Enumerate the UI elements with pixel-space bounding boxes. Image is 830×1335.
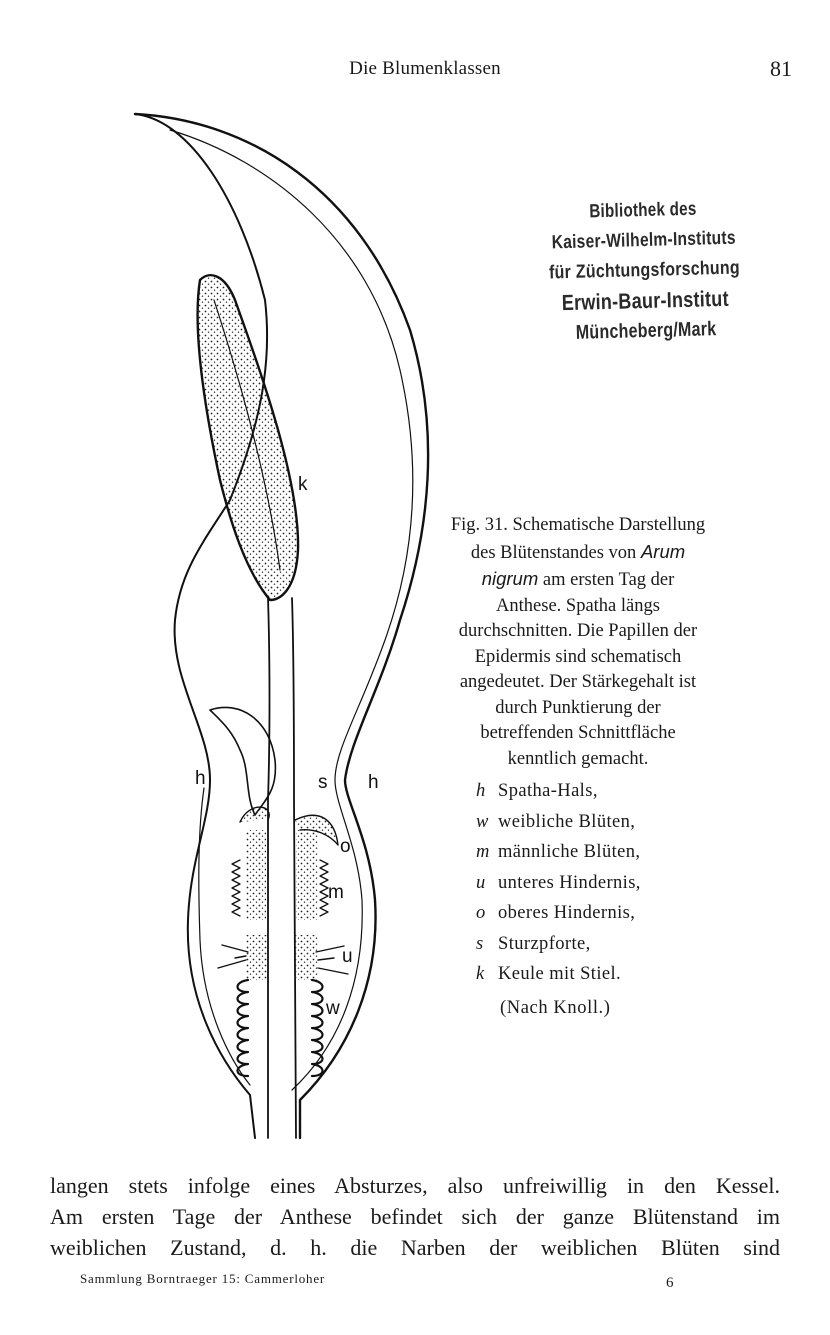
legend-item bbox=[476, 868, 708, 899]
spadix-stalk-left bbox=[268, 598, 270, 1138]
lower-zone-dots-right bbox=[294, 935, 318, 980]
collection-imprint: Sammlung Borntraeger 15: Cammerloher bbox=[80, 1271, 326, 1286]
label-w: w bbox=[326, 998, 340, 1019]
legend-symbol: w bbox=[476, 811, 489, 832]
legend-symbol: o bbox=[476, 903, 486, 923]
spatha-inner-right bbox=[170, 130, 413, 1090]
legend-item bbox=[476, 898, 708, 929]
figure-number: Fig. 31. bbox=[450, 515, 508, 535]
legend-item bbox=[476, 837, 708, 868]
caption-part-1: Schematische Darstellung des Blütenstandes von bbox=[470, 515, 706, 563]
running-title: Die Blumenklassen bbox=[349, 58, 501, 79]
body-line: Am ersten Tage der Anthese befindet sich der ganze Blütenstand im bbox=[50, 1204, 780, 1229]
figure-source: (Nach Knoll.) bbox=[500, 997, 611, 1018]
library-stamp bbox=[520, 193, 769, 349]
legend-text: oberes Hindernis, bbox=[498, 903, 636, 923]
body-paragraph bbox=[50, 1170, 780, 1263]
male-flowers-right bbox=[320, 860, 328, 916]
body-line: weiblichen Zustand, d. h. die Narben der weiblichen Blüten sind bbox=[50, 1235, 780, 1260]
stamp-line: Müncheberg/Mark bbox=[575, 318, 717, 344]
figure-legend bbox=[448, 776, 708, 990]
label-h-left: h bbox=[195, 768, 206, 789]
body-line: langen stets infolge eines Absturzes, also unfreiwillig in den Kessel. bbox=[50, 1173, 780, 1198]
label-k: k bbox=[298, 474, 308, 495]
legend-item bbox=[476, 929, 708, 960]
stamp-line: Erwin-Baur-Institut bbox=[561, 285, 730, 316]
legend-text: Spatha-Hals, bbox=[498, 781, 598, 801]
spadix-club bbox=[198, 275, 299, 600]
page-number: 81 bbox=[770, 56, 792, 81]
label-s: s bbox=[318, 772, 328, 793]
caption-text bbox=[448, 513, 708, 772]
legend-text: Keule mit Stiel. bbox=[498, 964, 622, 984]
spatha-outline-right bbox=[135, 114, 428, 1138]
page-footer bbox=[80, 1271, 680, 1301]
lower-zone-dots bbox=[246, 935, 268, 980]
label-u: u bbox=[342, 946, 353, 967]
spatha-outline-left bbox=[135, 114, 267, 1138]
legend-symbol: u bbox=[476, 872, 486, 893]
stamp-line: Kaiser-Wilhelm-Instituts bbox=[551, 227, 736, 254]
figure-caption bbox=[448, 513, 708, 1021]
spatha-fold bbox=[210, 707, 275, 815]
legend-text: männliche Blüten, bbox=[498, 842, 641, 862]
running-head bbox=[0, 58, 830, 88]
legend-text: unteres Hindernis, bbox=[498, 872, 641, 893]
legend-item bbox=[476, 807, 708, 838]
sheet-signature: 6 bbox=[666, 1275, 675, 1291]
legend-symbol: k bbox=[476, 964, 485, 984]
legend-item bbox=[476, 776, 708, 807]
male-flowers-left bbox=[232, 860, 240, 916]
stamp-line: für Züchtungsforschung bbox=[548, 257, 741, 284]
lower-obstruction-left bbox=[218, 945, 248, 968]
legend-item bbox=[476, 959, 708, 990]
figure-31-arum-illustration bbox=[0, 100, 460, 1150]
legend-text: weibliche Blüten, bbox=[498, 811, 636, 832]
label-h-right: h bbox=[368, 772, 379, 793]
spadix-stalk-right bbox=[292, 598, 296, 1138]
species-name: Arum nigrum bbox=[481, 540, 686, 589]
male-zone-dots-left bbox=[246, 830, 266, 920]
label-m: m bbox=[328, 882, 344, 903]
legend-text: Sturzpforte, bbox=[498, 933, 591, 954]
legend-symbol: s bbox=[476, 933, 484, 954]
legend-symbol: m bbox=[476, 842, 490, 862]
male-zone-dots-right bbox=[296, 830, 318, 920]
arum-inflorescence-drawing bbox=[0, 100, 460, 1150]
caption-part-2: am ersten Tag der Anthese. Spatha längs durchschnitten. Die Papillen der Epidermis sind schematisch angedeutet. Der Stärkegehalt ist durch Punktierung der betreffenden Schnittfläche kenntlich gemacht. bbox=[458, 570, 698, 769]
legend-symbol: h bbox=[476, 781, 486, 801]
female-flowers-left bbox=[238, 980, 249, 1076]
stamp-line: Bibliothek des bbox=[589, 198, 697, 223]
label-o: o bbox=[340, 836, 351, 857]
